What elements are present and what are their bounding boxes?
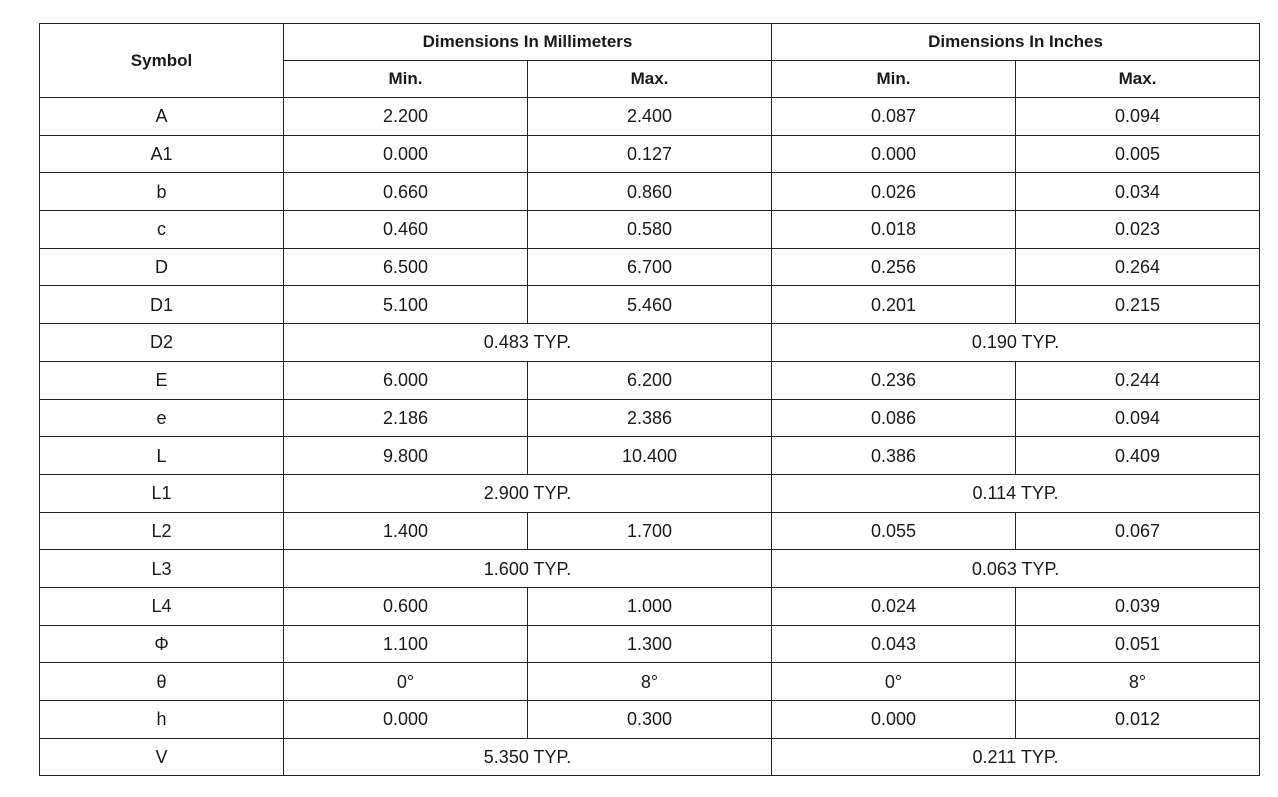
header-row-groups <box>40 24 1260 61</box>
dimensions-table <box>39 23 1260 776</box>
cell-in-min: 0.000 <box>772 135 1016 173</box>
cell-in-max: 0.051 <box>1016 625 1260 663</box>
cell-mm-min: 0.660 <box>284 173 528 211</box>
cell-mm-max: 2.400 <box>528 98 772 136</box>
cell-mm-max: 6.200 <box>528 361 772 399</box>
table-row <box>40 361 1260 399</box>
cell-mm-min: 6.500 <box>284 248 528 286</box>
cell-in-max: 0.094 <box>1016 399 1260 437</box>
cell-mm-min: 2.186 <box>284 399 528 437</box>
cell-symbol: L <box>40 437 284 475</box>
cell-in-min: 0.043 <box>772 625 1016 663</box>
table-row <box>40 399 1260 437</box>
table-row <box>40 324 1260 362</box>
cell-mm-max: 5.460 <box>528 286 772 324</box>
cell-in-min: 0.386 <box>772 437 1016 475</box>
cell-mm-max: 8° <box>528 663 772 701</box>
header-in-max: Max. <box>1016 61 1260 98</box>
cell-mm-min: 5.100 <box>284 286 528 324</box>
cell-in-max: 0.067 <box>1016 512 1260 550</box>
cell-mm-max: 1.000 <box>528 587 772 625</box>
table-row <box>40 286 1260 324</box>
table-row <box>40 550 1260 588</box>
cell-in-min: 0.236 <box>772 361 1016 399</box>
cell-in-min: 0.087 <box>772 98 1016 136</box>
cell-in-max: 0.034 <box>1016 173 1260 211</box>
cell-symbol: c <box>40 211 284 249</box>
cell-mm-typ: 1.600 TYP. <box>284 550 772 588</box>
cell-in-min: 0.086 <box>772 399 1016 437</box>
table-row <box>40 211 1260 249</box>
cell-mm-min: 6.000 <box>284 361 528 399</box>
header-millimeters-group: Dimensions In Millimeters <box>284 24 772 61</box>
cell-in-max: 0.409 <box>1016 437 1260 475</box>
cell-symbol: V <box>40 738 284 776</box>
cell-in-max: 0.264 <box>1016 248 1260 286</box>
cell-symbol: A <box>40 98 284 136</box>
table-row <box>40 173 1260 211</box>
cell-symbol: Φ <box>40 625 284 663</box>
cell-mm-min: 0.460 <box>284 211 528 249</box>
cell-mm-max: 0.127 <box>528 135 772 173</box>
cell-in-max: 8° <box>1016 663 1260 701</box>
cell-mm-min: 0.000 <box>284 135 528 173</box>
cell-mm-min: 0.600 <box>284 587 528 625</box>
cell-in-min: 0.000 <box>772 701 1016 739</box>
cell-in-min: 0.024 <box>772 587 1016 625</box>
cell-mm-typ: 2.900 TYP. <box>284 474 772 512</box>
cell-mm-typ: 5.350 TYP. <box>284 738 772 776</box>
table-body <box>40 98 1260 776</box>
cell-symbol: E <box>40 361 284 399</box>
cell-in-max: 0.215 <box>1016 286 1260 324</box>
table-row <box>40 663 1260 701</box>
cell-in-min: 0.201 <box>772 286 1016 324</box>
cell-mm-min: 1.400 <box>284 512 528 550</box>
cell-symbol: D2 <box>40 324 284 362</box>
cell-symbol: D <box>40 248 284 286</box>
table-row <box>40 135 1260 173</box>
cell-in-max: 0.005 <box>1016 135 1260 173</box>
table-header <box>40 24 1260 98</box>
cell-in-typ: 0.114 TYP. <box>772 474 1260 512</box>
table-row <box>40 98 1260 136</box>
cell-in-max: 0.039 <box>1016 587 1260 625</box>
cell-in-typ: 0.211 TYP. <box>772 738 1260 776</box>
cell-in-max: 0.244 <box>1016 361 1260 399</box>
header-inches-group: Dimensions In Inches <box>772 24 1260 61</box>
cell-symbol: L3 <box>40 550 284 588</box>
header-symbol: Symbol <box>40 24 284 98</box>
cell-in-min: 0.026 <box>772 173 1016 211</box>
cell-mm-typ: 0.483 TYP. <box>284 324 772 362</box>
header-mm-min: Min. <box>284 61 528 98</box>
cell-symbol: e <box>40 399 284 437</box>
cell-mm-max: 1.700 <box>528 512 772 550</box>
cell-symbol: b <box>40 173 284 211</box>
cell-mm-max: 1.300 <box>528 625 772 663</box>
cell-symbol: D1 <box>40 286 284 324</box>
table-row <box>40 587 1260 625</box>
header-in-min: Min. <box>772 61 1016 98</box>
cell-symbol: L4 <box>40 587 284 625</box>
table-row <box>40 512 1260 550</box>
cell-in-max: 0.094 <box>1016 98 1260 136</box>
table-row <box>40 625 1260 663</box>
header-mm-max: Max. <box>528 61 772 98</box>
cell-mm-max: 0.860 <box>528 173 772 211</box>
cell-symbol: L2 <box>40 512 284 550</box>
table-row <box>40 701 1260 739</box>
cell-mm-max: 10.400 <box>528 437 772 475</box>
cell-mm-max: 0.300 <box>528 701 772 739</box>
cell-in-typ: 0.063 TYP. <box>772 550 1260 588</box>
cell-in-min: 0° <box>772 663 1016 701</box>
cell-symbol: A1 <box>40 135 284 173</box>
cell-symbol: θ <box>40 663 284 701</box>
table-row <box>40 437 1260 475</box>
cell-mm-max: 2.386 <box>528 399 772 437</box>
cell-in-max: 0.012 <box>1016 701 1260 739</box>
cell-in-max: 0.023 <box>1016 211 1260 249</box>
cell-symbol: h <box>40 701 284 739</box>
cell-mm-min: 0° <box>284 663 528 701</box>
cell-mm-max: 6.700 <box>528 248 772 286</box>
cell-mm-min: 0.000 <box>284 701 528 739</box>
cell-mm-max: 0.580 <box>528 211 772 249</box>
cell-in-min: 0.256 <box>772 248 1016 286</box>
cell-mm-min: 2.200 <box>284 98 528 136</box>
cell-in-min: 0.018 <box>772 211 1016 249</box>
table-row <box>40 248 1260 286</box>
cell-mm-min: 1.100 <box>284 625 528 663</box>
cell-in-typ: 0.190 TYP. <box>772 324 1260 362</box>
cell-in-min: 0.055 <box>772 512 1016 550</box>
cell-symbol: L1 <box>40 474 284 512</box>
table-row <box>40 738 1260 776</box>
cell-mm-min: 9.800 <box>284 437 528 475</box>
table-row <box>40 474 1260 512</box>
